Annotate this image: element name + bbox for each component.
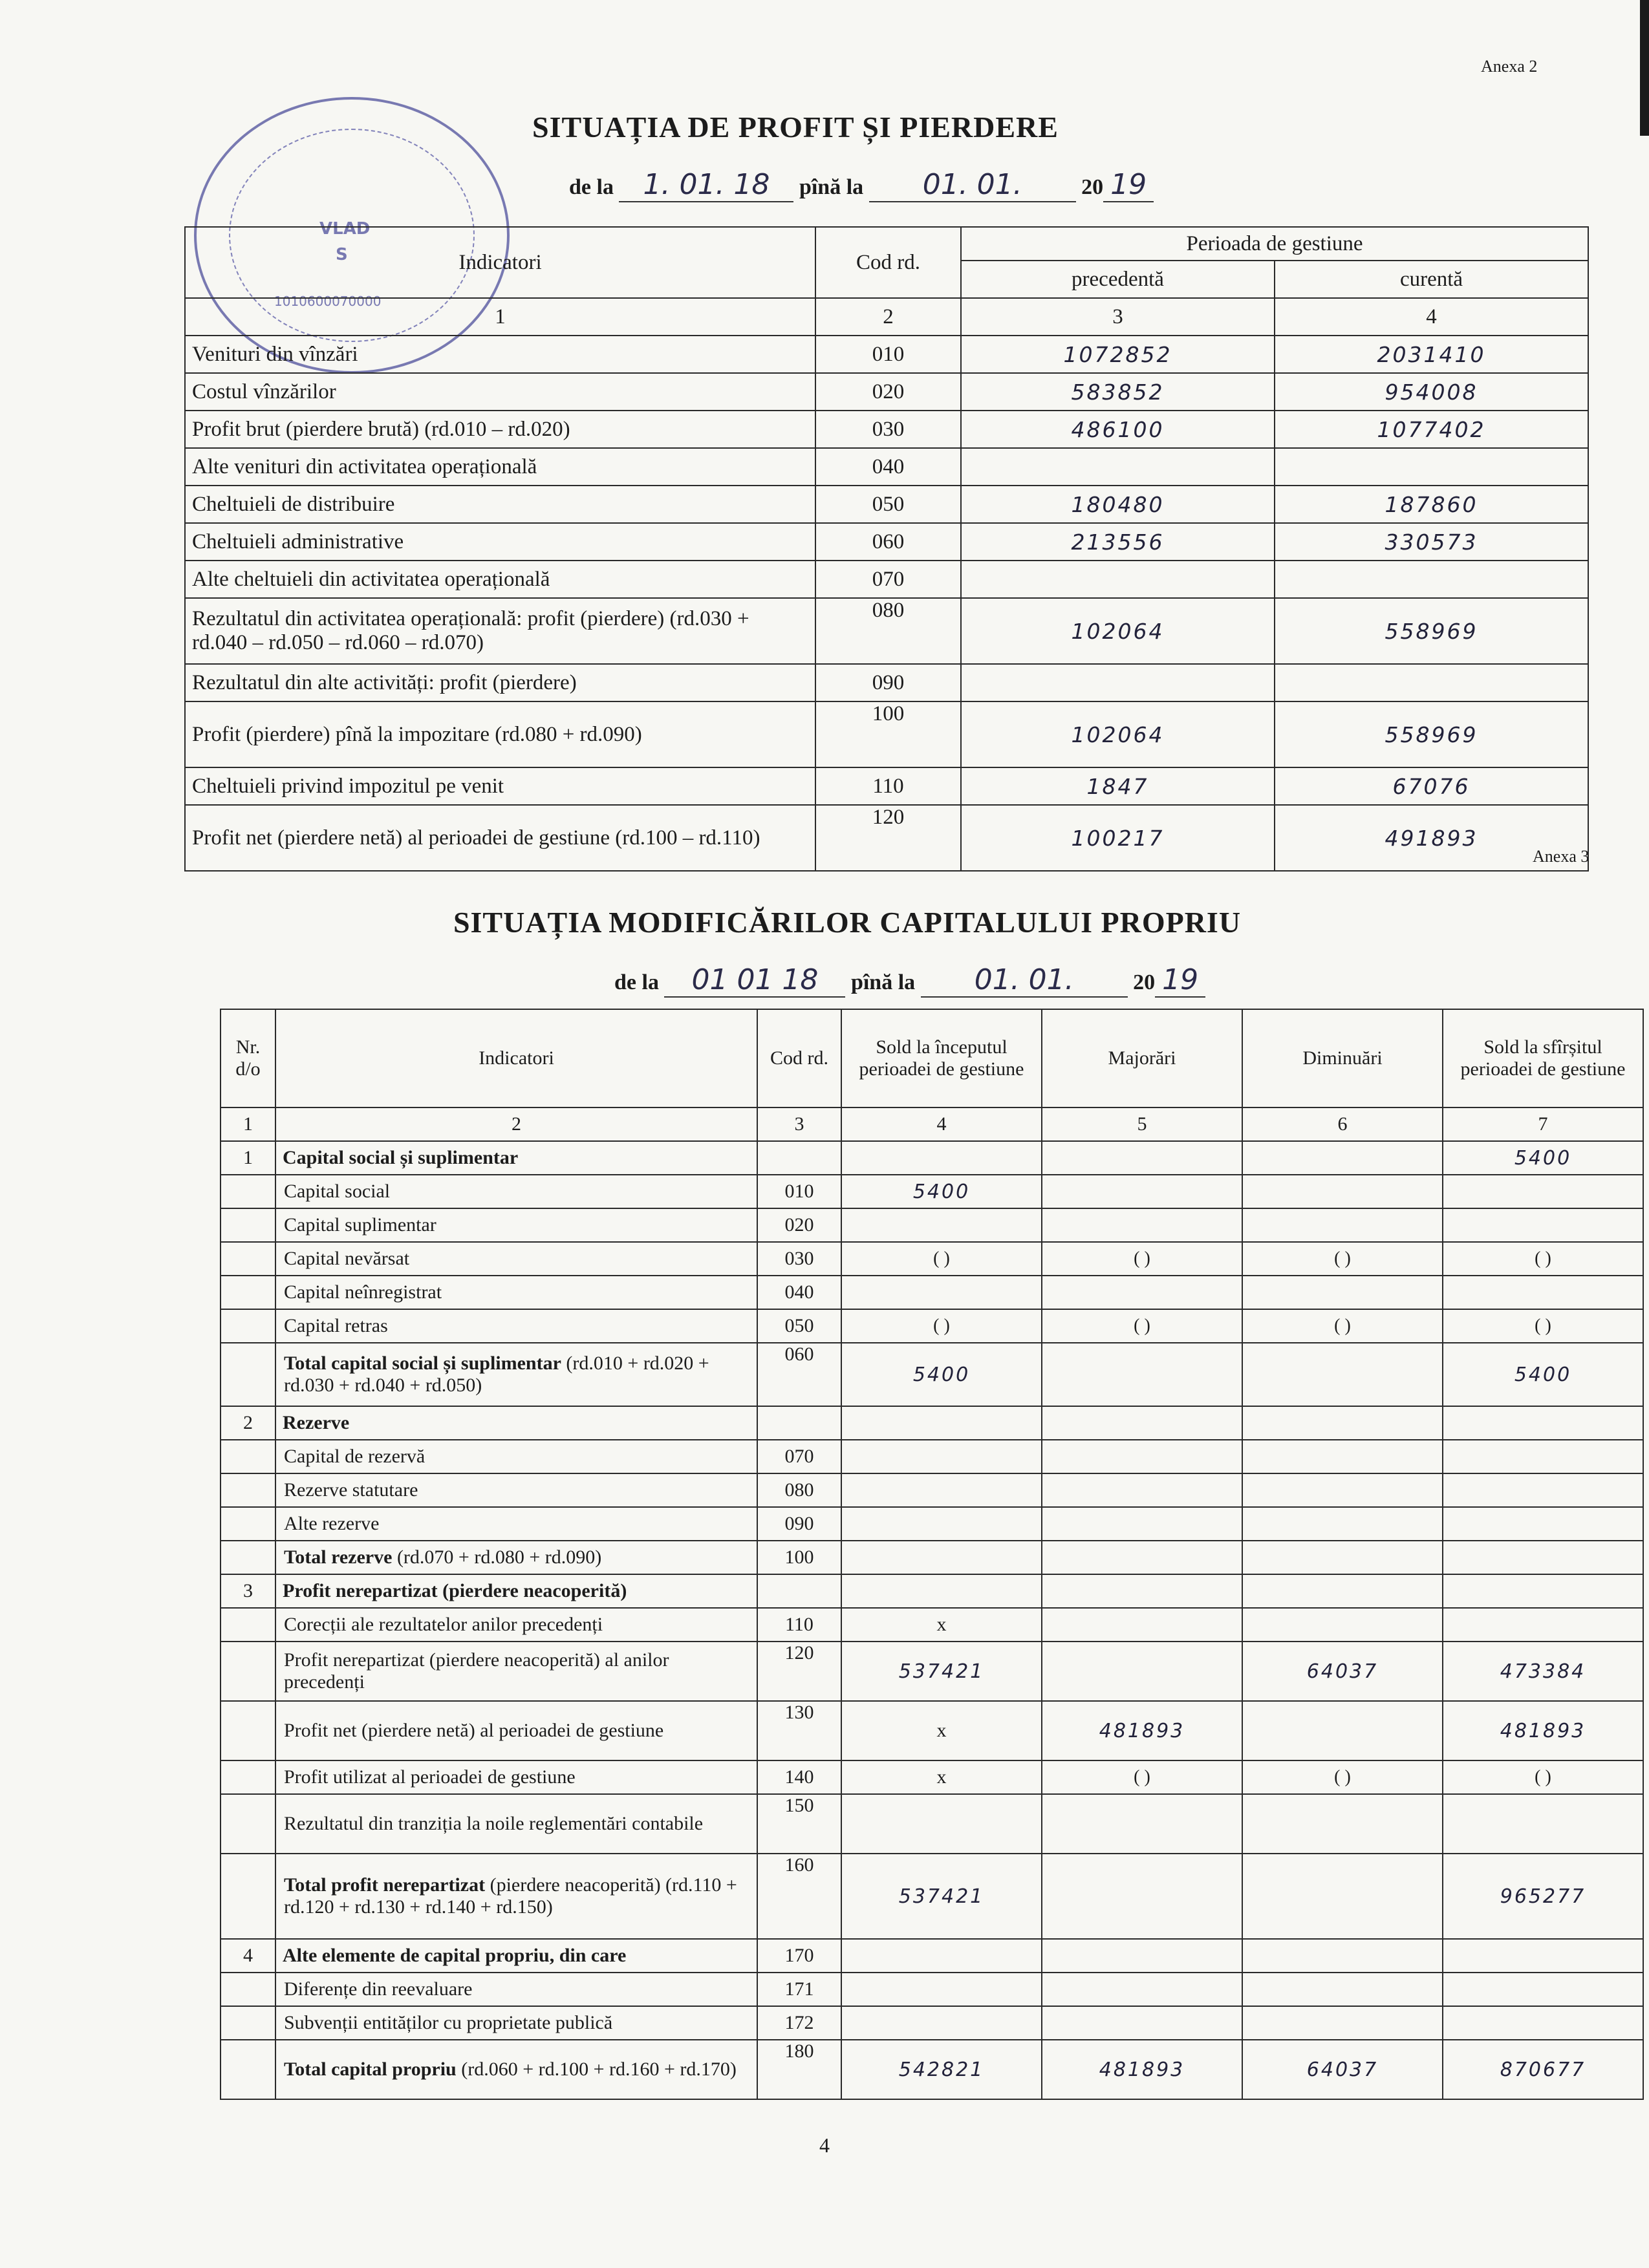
value-decrease: ( ) — [1242, 1760, 1443, 1794]
row-code: 080 — [757, 1473, 841, 1507]
value-decrease — [1242, 1541, 1443, 1574]
pl-header-code: Cod rd. — [815, 227, 961, 298]
value-start — [841, 1440, 1042, 1473]
pl-colnum-3: 3 — [961, 298, 1275, 336]
stamp-text-line2: S — [336, 245, 348, 264]
eq-year-prefix: 20 — [1133, 970, 1156, 994]
value-increase — [1042, 1175, 1242, 1208]
table-row — [185, 701, 1588, 767]
pl-date-from-label: de la — [569, 175, 614, 199]
pl-header-indicators: Indicatori — [185, 227, 815, 298]
row-nr — [221, 1208, 275, 1242]
row-nr: 3 — [221, 1574, 275, 1608]
row-label: Rezultatul din alte activități: profit (pierdere) — [185, 664, 815, 701]
pl-date-from: 1. 01. 18 — [619, 168, 793, 202]
value-increase — [1042, 1440, 1242, 1473]
table-row — [221, 1473, 1643, 1507]
value-decrease — [1242, 1854, 1443, 1939]
value-start — [841, 1794, 1042, 1854]
row-label: Diferențe din reevaluare — [275, 1973, 757, 2006]
value-increase: ( ) — [1042, 1309, 1242, 1343]
table-row — [185, 336, 1588, 373]
row-nr: 4 — [221, 1939, 275, 1973]
value-previous: 213556 — [961, 523, 1275, 561]
row-code: 060 — [757, 1343, 841, 1406]
row-label: Capital social — [275, 1175, 757, 1208]
table-row — [221, 1242, 1643, 1276]
value-decrease — [1242, 1141, 1443, 1175]
row-code: 010 — [757, 1175, 841, 1208]
row-label: Capital neînregistrat — [275, 1276, 757, 1309]
eq-header-end: Sold la sfîrșitul perioadei de gestiune — [1443, 1009, 1643, 1107]
value-increase — [1042, 1939, 1242, 1973]
row-label: Profit net (pierdere netă) al perioadei de gestiune — [275, 1701, 757, 1760]
value-decrease — [1242, 1794, 1443, 1854]
value-increase — [1042, 1208, 1242, 1242]
row-label: Profit nerepartizat (pierdere neacoperită) al anilor precedenți — [275, 1642, 757, 1701]
table-row — [185, 523, 1588, 561]
value-end — [1443, 1208, 1643, 1242]
row-code: 030 — [815, 411, 961, 448]
equity-title: SITUAȚIA MODIFICĂRILOR CAPITALULUI PROPRIU — [453, 906, 1242, 939]
row-label: Capital retras — [275, 1309, 757, 1343]
eq-colnum-4: 4 — [841, 1107, 1042, 1141]
row-code: 150 — [757, 1794, 841, 1854]
row-code: 120 — [757, 1642, 841, 1701]
value-increase — [1042, 1854, 1242, 1939]
value-previous: 100217 — [961, 805, 1275, 871]
value-start — [841, 1406, 1042, 1440]
eq-date-to-label: pînă la — [850, 970, 916, 994]
value-start — [841, 1208, 1042, 1242]
value-increase — [1042, 1141, 1242, 1175]
row-code: 060 — [815, 523, 961, 561]
value-start — [841, 1939, 1042, 1973]
row-nr: 1 — [221, 1141, 275, 1175]
value-current — [1275, 448, 1588, 486]
value-start: x — [841, 1760, 1042, 1794]
row-label: Capital suplimentar — [275, 1208, 757, 1242]
value-previous: 486100 — [961, 411, 1275, 448]
value-start: ( ) — [841, 1309, 1042, 1343]
profit-loss-table — [184, 226, 1589, 872]
value-decrease — [1242, 2006, 1443, 2040]
row-label: Alte cheltuieli din activitatea operațională — [185, 561, 815, 598]
value-decrease — [1242, 1276, 1443, 1309]
row-code: 020 — [815, 373, 961, 411]
row-code: 090 — [757, 1507, 841, 1541]
value-previous: 1847 — [961, 767, 1275, 805]
value-increase — [1042, 1794, 1242, 1854]
eq-colnum-1: 1 — [221, 1107, 275, 1141]
value-end — [1443, 1175, 1643, 1208]
table-row — [185, 805, 1588, 871]
value-increase — [1042, 1574, 1242, 1608]
row-code: 120 — [815, 805, 961, 871]
pl-colnum-2: 2 — [815, 298, 961, 336]
value-previous: 102064 — [961, 598, 1275, 664]
row-nr — [221, 1473, 275, 1507]
table-row — [185, 598, 1588, 664]
row-code — [757, 1574, 841, 1608]
pl-colnum-4: 4 — [1275, 298, 1588, 336]
table-row — [221, 2040, 1643, 2099]
value-increase — [1042, 1473, 1242, 1507]
row-nr — [221, 1242, 275, 1276]
row-label: Cheltuieli de distribuire — [185, 486, 815, 523]
pl-date-to-label: pînă la — [799, 175, 864, 199]
table-row — [185, 561, 1588, 598]
eq-date-to: 01. 01. — [921, 963, 1128, 998]
value-decrease — [1242, 1608, 1443, 1642]
table-row — [221, 1208, 1643, 1242]
row-code — [757, 1141, 841, 1175]
row-code: 140 — [757, 1760, 841, 1794]
eq-colnum-7: 7 — [1443, 1107, 1643, 1141]
row-code: 050 — [815, 486, 961, 523]
pl-year-prefix: 20 — [1081, 175, 1104, 199]
row-code: 172 — [757, 2006, 841, 2040]
row-code: 040 — [757, 1276, 841, 1309]
table-row — [221, 1507, 1643, 1541]
row-code: 010 — [815, 336, 961, 373]
value-increase: 481893 — [1042, 2040, 1242, 2099]
eq-colnum-6: 6 — [1242, 1107, 1443, 1141]
row-label: Costul vînzărilor — [185, 373, 815, 411]
pl-date-to: 01. 01. — [869, 168, 1076, 202]
value-end — [1443, 1440, 1643, 1473]
value-decrease — [1242, 1939, 1443, 1973]
row-label: Profit brut (pierdere brută) (rd.010 – rd.020) — [185, 411, 815, 448]
equity-date-line — [614, 963, 1205, 998]
table-row — [221, 1309, 1643, 1343]
table-row — [185, 664, 1588, 701]
value-start — [841, 1473, 1042, 1507]
row-nr — [221, 1309, 275, 1343]
value-end: 965277 — [1443, 1854, 1643, 1939]
row-nr — [221, 1642, 275, 1701]
value-increase — [1042, 1642, 1242, 1701]
eq-date-from: 01 01 18 — [664, 963, 845, 998]
stamp-code: 1010600070000 — [274, 294, 382, 309]
value-end: 481893 — [1443, 1701, 1643, 1760]
pl-header-current: curentă — [1275, 261, 1588, 298]
pl-header-period: Perioada de gestiune — [961, 227, 1588, 261]
pl-year-suffix: 19 — [1103, 168, 1154, 202]
row-code: 160 — [757, 1854, 841, 1939]
value-decrease — [1242, 1473, 1443, 1507]
value-current: 558969 — [1275, 598, 1588, 664]
row-nr — [221, 1276, 275, 1309]
row-code: 110 — [815, 767, 961, 805]
value-end: ( ) — [1443, 1760, 1643, 1794]
row-label: Capital nevărsat — [275, 1242, 757, 1276]
value-current: 67076 — [1275, 767, 1588, 805]
value-end: ( ) — [1443, 1309, 1643, 1343]
value-start: x — [841, 1701, 1042, 1760]
value-start — [841, 1507, 1042, 1541]
value-end — [1443, 1473, 1643, 1507]
value-previous: 102064 — [961, 701, 1275, 767]
row-label: Cheltuieli administrative — [185, 523, 815, 561]
value-end — [1443, 1406, 1643, 1440]
value-start — [841, 1541, 1042, 1574]
value-decrease: ( ) — [1242, 1309, 1443, 1343]
value-decrease — [1242, 1440, 1443, 1473]
value-decrease — [1242, 1343, 1443, 1406]
section-label: Rezerve — [275, 1406, 757, 1440]
eq-date-from-label: de la — [614, 970, 659, 994]
value-increase — [1042, 1973, 1242, 2006]
value-current: 2031410 — [1275, 336, 1588, 373]
value-decrease: 64037 — [1242, 1642, 1443, 1701]
value-increase: ( ) — [1042, 1242, 1242, 1276]
value-end — [1443, 1507, 1643, 1541]
value-decrease — [1242, 1973, 1443, 2006]
value-decrease — [1242, 1507, 1443, 1541]
value-current: 954008 — [1275, 373, 1588, 411]
table-row — [185, 767, 1588, 805]
row-label: Alte venituri din activitatea operațională — [185, 448, 815, 486]
value-start: x — [841, 1608, 1042, 1642]
value-start: 542821 — [841, 2040, 1042, 2099]
table-row — [221, 1406, 1643, 1440]
eq-year-suffix: 19 — [1155, 963, 1205, 998]
row-code: 100 — [757, 1541, 841, 1574]
value-end — [1443, 1276, 1643, 1309]
row-nr — [221, 1507, 275, 1541]
eq-header-decrease: Diminuări — [1242, 1009, 1443, 1107]
value-end — [1443, 1608, 1643, 1642]
value-increase: ( ) — [1042, 1760, 1242, 1794]
table-row — [221, 1541, 1643, 1574]
value-end — [1443, 1574, 1643, 1608]
page-number: 4 — [819, 2134, 830, 2157]
value-end: ( ) — [1443, 1242, 1643, 1276]
value-start: 5400 — [841, 1343, 1042, 1406]
row-label: Profit (pierdere) pînă la impozitare (rd.080 + rd.090) — [185, 701, 815, 767]
row-label: Capital de rezervă — [275, 1440, 757, 1473]
row-code: 170 — [757, 1939, 841, 1973]
page-edge-shadow — [1640, 0, 1649, 136]
value-start: 537421 — [841, 1642, 1042, 1701]
value-start: ( ) — [841, 1242, 1042, 1276]
value-previous: 1072852 — [961, 336, 1275, 373]
row-nr — [221, 1608, 275, 1642]
table-row — [221, 1794, 1643, 1854]
row-nr — [221, 1854, 275, 1939]
value-decrease — [1242, 1406, 1443, 1440]
eq-colnum-3: 3 — [757, 1107, 841, 1141]
row-nr — [221, 1175, 275, 1208]
table-row — [221, 2006, 1643, 2040]
row-code: 040 — [815, 448, 961, 486]
row-label: Cheltuieli privind impozitul pe venit — [185, 767, 815, 805]
row-code: 090 — [815, 664, 961, 701]
table-row — [221, 1973, 1643, 2006]
section-label: Profit nerepartizat (pierdere neacoperită) — [275, 1574, 757, 1608]
table-row — [221, 1939, 1643, 1973]
row-code: 100 — [815, 701, 961, 767]
value-current: 558969 — [1275, 701, 1588, 767]
value-previous: 583852 — [961, 373, 1275, 411]
value-start — [841, 2006, 1042, 2040]
profit-loss-date-line — [569, 168, 1154, 202]
eq-header-nr: Nr. d/o — [221, 1009, 275, 1107]
pl-colnum-1: 1 — [185, 298, 815, 336]
table-row — [185, 373, 1588, 411]
row-label: Rezultatul din tranziția la noile reglementări contabile — [275, 1794, 757, 1854]
table-row — [221, 1701, 1643, 1760]
value-decrease — [1242, 1701, 1443, 1760]
value-current: 1077402 — [1275, 411, 1588, 448]
value-current — [1275, 664, 1588, 701]
value-current: 187860 — [1275, 486, 1588, 523]
value-end — [1443, 1541, 1643, 1574]
value-end — [1443, 2006, 1643, 2040]
table-row — [221, 1440, 1643, 1473]
row-code: 020 — [757, 1208, 841, 1242]
eq-colnum-5: 5 — [1042, 1107, 1242, 1141]
table-row — [221, 1608, 1643, 1642]
value-start — [841, 1973, 1042, 2006]
value-increase — [1042, 1276, 1242, 1309]
row-code: 171 — [757, 1973, 841, 2006]
row-label: Profit net (pierdere netă) al perioadei de gestiune (rd.100 – rd.110) — [185, 805, 815, 871]
value-start — [841, 1141, 1042, 1175]
row-nr — [221, 1343, 275, 1406]
row-label-total: Total profit nerepartizat (pierdere neacoperită) (rd.110 + rd.120 + rd.130 + rd.140 + rd.150) — [275, 1854, 757, 1939]
row-label: Rezerve statutare — [275, 1473, 757, 1507]
value-current: 330573 — [1275, 523, 1588, 561]
eq-header-start: Sold la începutul perioadei de gestiune — [841, 1009, 1042, 1107]
value-end — [1443, 1939, 1643, 1973]
value-increase — [1042, 1507, 1242, 1541]
value-start: 5400 — [841, 1175, 1042, 1208]
value-increase — [1042, 2006, 1242, 2040]
row-label: Venituri din vînzări — [185, 336, 815, 373]
value-increase — [1042, 1343, 1242, 1406]
row-code: 030 — [757, 1242, 841, 1276]
value-decrease — [1242, 1175, 1443, 1208]
table-row — [221, 1854, 1643, 1939]
value-increase — [1042, 1406, 1242, 1440]
value-decrease: 64037 — [1242, 2040, 1443, 2099]
row-label-total: Total rezerve (rd.070 + rd.080 + rd.090) — [275, 1541, 757, 1574]
annex-3-label: Anexa 3 — [1533, 847, 1590, 866]
table-row — [221, 1141, 1643, 1175]
value-previous: 180480 — [961, 486, 1275, 523]
row-code: 070 — [815, 561, 961, 598]
table-row — [221, 1175, 1643, 1208]
equity-table — [220, 1009, 1644, 2100]
value-start — [841, 1276, 1042, 1309]
row-label: Profit utilizat al perioadei de gestiune — [275, 1760, 757, 1794]
table-row — [185, 411, 1588, 448]
value-start: 537421 — [841, 1854, 1042, 1939]
profit-loss-title: SITUAȚIA DE PROFIT ȘI PIERDERE — [532, 111, 1059, 144]
table-row — [221, 1343, 1643, 1406]
value-increase — [1042, 1541, 1242, 1574]
section-label: Alte elemente de capital propriu, din care — [275, 1939, 757, 1973]
value-start — [841, 1574, 1042, 1608]
row-label: Subvenții entităților cu proprietate publică — [275, 2006, 757, 2040]
section-label: Capital social și suplimentar — [275, 1141, 757, 1175]
table-row — [185, 448, 1588, 486]
row-code: 050 — [757, 1309, 841, 1343]
row-nr — [221, 1794, 275, 1854]
row-code: 080 — [815, 598, 961, 664]
row-code: 180 — [757, 2040, 841, 2099]
table-row — [221, 1574, 1643, 1608]
row-nr — [221, 2006, 275, 2040]
row-label: Corecții ale rezultatelor anilor precedenți — [275, 1608, 757, 1642]
stamp-text-line1: VLAD — [319, 219, 371, 239]
table-row — [185, 486, 1588, 523]
value-end: 870677 — [1443, 2040, 1643, 2099]
row-code: 070 — [757, 1440, 841, 1473]
row-code: 130 — [757, 1701, 841, 1760]
value-previous — [961, 561, 1275, 598]
value-previous — [961, 448, 1275, 486]
row-nr — [221, 1541, 275, 1574]
value-end: 5400 — [1443, 1343, 1643, 1406]
value-end — [1443, 1794, 1643, 1854]
eq-header-increase: Majorări — [1042, 1009, 1242, 1107]
eq-colnum-2: 2 — [275, 1107, 757, 1141]
table-row — [221, 1760, 1643, 1794]
row-nr — [221, 1973, 275, 2006]
annex-2-label: Anexa 2 — [1481, 57, 1538, 76]
pl-header-previous: precedentă — [961, 261, 1275, 298]
value-decrease: ( ) — [1242, 1242, 1443, 1276]
value-end: 5400 — [1443, 1141, 1643, 1175]
eq-header-code: Cod rd. — [757, 1009, 841, 1107]
table-row — [221, 1276, 1643, 1309]
value-increase: 481893 — [1042, 1701, 1242, 1760]
value-decrease — [1242, 1574, 1443, 1608]
row-label: Alte rezerve — [275, 1507, 757, 1541]
row-nr — [221, 1760, 275, 1794]
value-end — [1443, 1973, 1643, 2006]
value-decrease — [1242, 1208, 1443, 1242]
row-label: Rezultatul din activitatea operațională: profit (pierdere) (rd.030 + rd.040 – rd.050 – rd.060 – rd.070) — [185, 598, 815, 664]
eq-header-indicators: Indicatori — [275, 1009, 757, 1107]
row-nr — [221, 2040, 275, 2099]
value-current — [1275, 561, 1588, 598]
row-nr — [221, 1701, 275, 1760]
row-nr: 2 — [221, 1406, 275, 1440]
row-nr — [221, 1440, 275, 1473]
value-increase — [1042, 1608, 1242, 1642]
value-current: 491893 — [1275, 805, 1588, 871]
value-previous — [961, 664, 1275, 701]
value-end: 473384 — [1443, 1642, 1643, 1701]
row-label-total: Total capital social și suplimentar (rd.010 + rd.020 + rd.030 + rd.040 + rd.050) — [275, 1343, 757, 1406]
row-code — [757, 1406, 841, 1440]
row-label-total: Total capital propriu (rd.060 + rd.100 + rd.160 + rd.170) — [275, 2040, 757, 2099]
row-code: 110 — [757, 1608, 841, 1642]
table-row — [221, 1642, 1643, 1701]
